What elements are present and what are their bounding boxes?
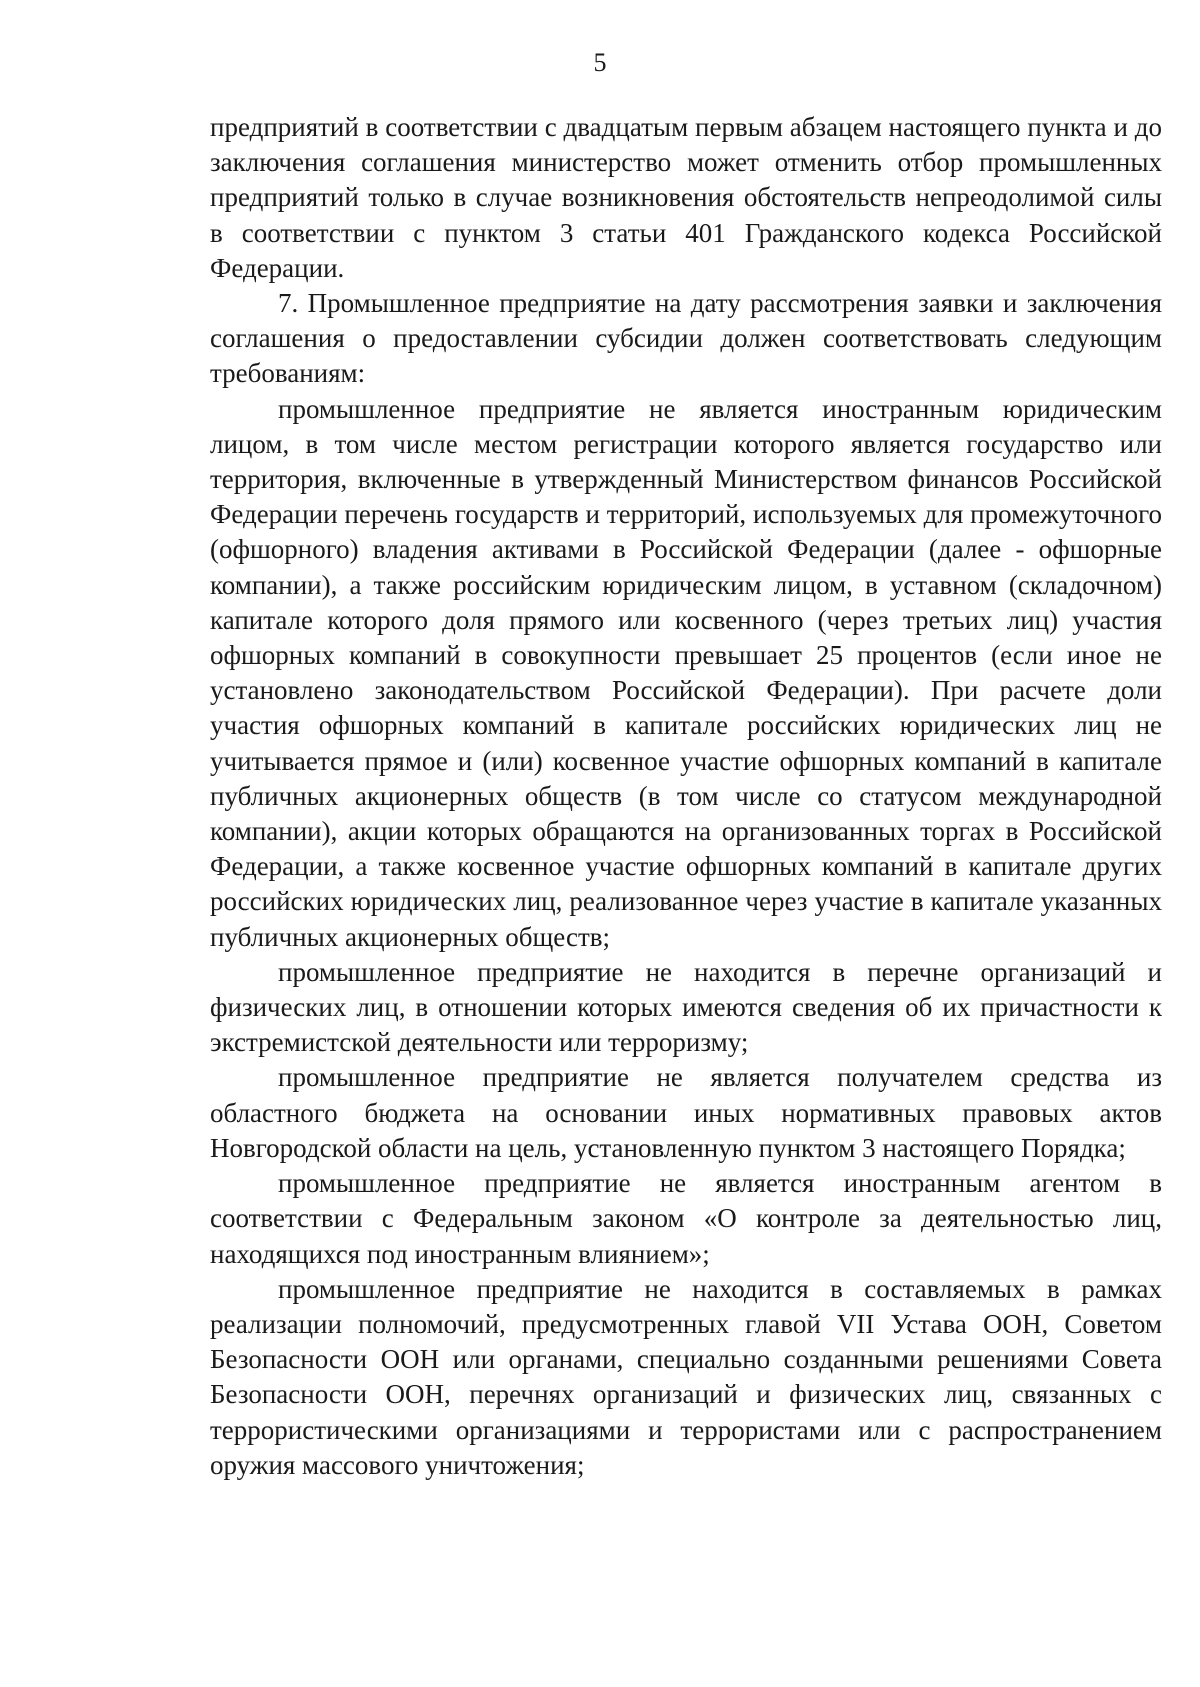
paragraph-requirement-extremism: промышленное предприятие не находится в перечне организаций и физических лиц, в отношении которых имеются сведения об их причастности к экстремистской деятельности или терроризму; [210,956,1162,1058]
paragraph-requirement-un-lists: промышленное предприятие не находится в составляемых в рамках реализации полномочий, предусмотренных главой VII Устава ООН, Советом Безопасности ООН или органами, специально созданными решениями Совета Безопасности ООН, перечнях организаций и физических лиц, связанных с террористическими организациями и террористами или с распространением оружия массового уничтожения; [210,1273,1162,1480]
paragraph-requirement-budget: промышленное предприятие не является получателем средства из областного бюджета на основании иных нормативных правовых актов Новгородской области на цель, установленную пунктом 3 настоящего Порядка; [210,1062,1162,1163]
document-body [210,110,1162,1483]
page-number: 5 [593,48,607,77]
paragraph-continuation: предприятий в соответствии с двадцатым первым абзацем настоящего пункта и до заключения соглашения министерство может отменить отбор промышленных предприятий только в случае возникновения обстоятельств непреодолимой силы в соответствии с пунктом 3 статьи 401 Гражданского кодекса Российской Федерации. [210,112,1162,283]
paragraph-requirement-offshore: промышленное предприятие не является иностранным юридическим лицом, в том числе местом регистрации которого является государство или территория, включенные в утвержденный Министерством финансов Российской Федерации перечень государств и территорий, используемых для промежуточного (офшорного) владения активами в Российской Федерации (далее - офшорные компании), а также российским юридическим лицом, в уставном (складочном) капитале которого доля прямого или косвенного (через третьих лиц) участия офшорных компаний в совокупности превышает 25 процентов (если иное не установлено законодательством Российской Федерации). При расчете доли участия офшорных компаний в капитале российских юридических лиц не учитывается прямое и (или) косвенное участие офшорных компаний в капитале публичных акционерных обществ (в том числе со статусом международной компании), акции которых обращаются на организованных торгах в Российской Федерации, а также косвенное участие офшорных компаний в капитале других российских юридических лиц, реализованное через участие в капитале указанных публичных акционерных обществ; [210,393,1162,952]
paragraph-requirement-foreign-agent: промышленное предприятие не является иностранным агентом в соответствии с Федеральным законом «О контроле за деятельностью лиц, находящихся под иностранным влиянием»; [210,1168,1162,1269]
paragraph-item-7: 7. Промышленное предприятие на дату рассмотрения заявки и заключения соглашения о предоставлении субсидии должен соответствовать следующим требованиям: [210,288,1162,389]
